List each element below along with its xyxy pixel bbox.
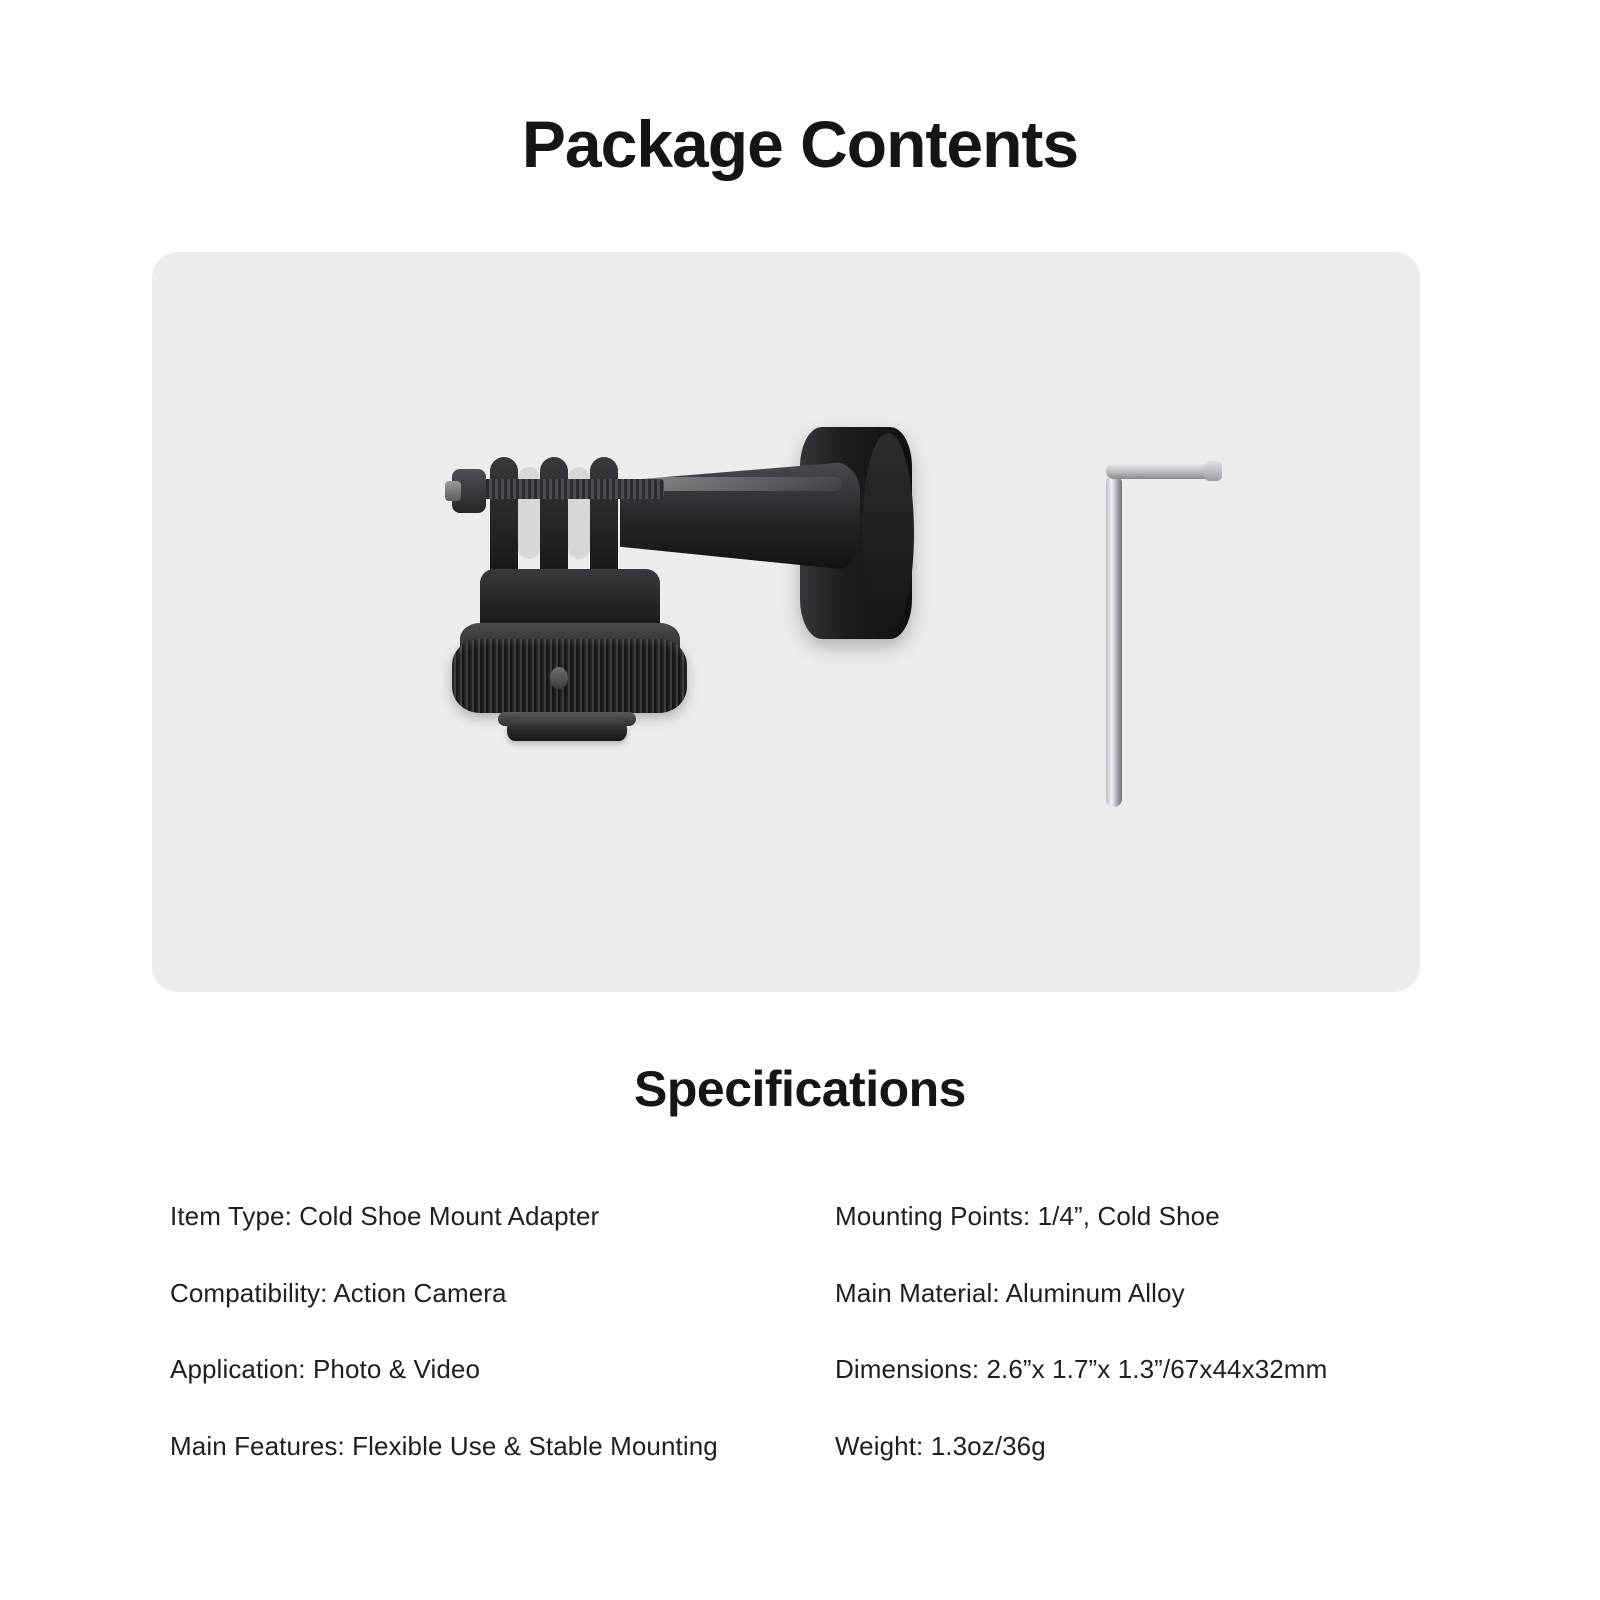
page-title-specifications: Specifications [634,1061,966,1117]
spec-item: Item Type: Cold Shoe Mount Adapter [170,1201,600,1231]
spec-item: Mounting Points: 1/4”, Cold Shoe [835,1201,1220,1231]
cold-shoe-mount-adapter-image [302,427,862,807]
screw-shaft [474,479,664,499]
fork-arm [590,457,618,582]
fork-arm [540,457,568,582]
allen-wrench-long-arm [1106,475,1122,807]
spec-item: Main Material: Aluminum Alloy [835,1277,1185,1308]
package-contents-image-panel [152,252,1420,992]
allen-wrench-tip [1204,461,1222,481]
mount-fork [482,457,642,587]
ring-indicator-dot [550,667,568,689]
allen-wrench-short-arm [1106,463,1218,479]
spec-item: Main Features: Flexible Use & Stable Mounting [170,1430,718,1461]
cold-shoe-foot [507,719,627,741]
specs-column-right [785,1200,1430,1462]
spec-item: Compatibility: Action Camera [170,1277,507,1308]
spec-item: Dimensions: 2.6”x 1.7”x 1.3”/67x44x32mm [835,1354,1328,1384]
fork-arm [490,457,518,582]
page-title-package-contents: Package Contents [521,107,1079,181]
knurled-locking-ring [452,639,687,713]
screw-nub [445,481,461,501]
specifications-table [0,1200,1600,1462]
specs-column-left [170,1200,765,1462]
allen-wrench-image [1092,457,1232,807]
spec-item: Application: Photo & Video [170,1354,481,1384]
spec-item: Weight: 1.3oz/36g [835,1430,1046,1461]
product-photo-stage [152,252,1420,992]
thumb-knob-face [862,433,914,633]
